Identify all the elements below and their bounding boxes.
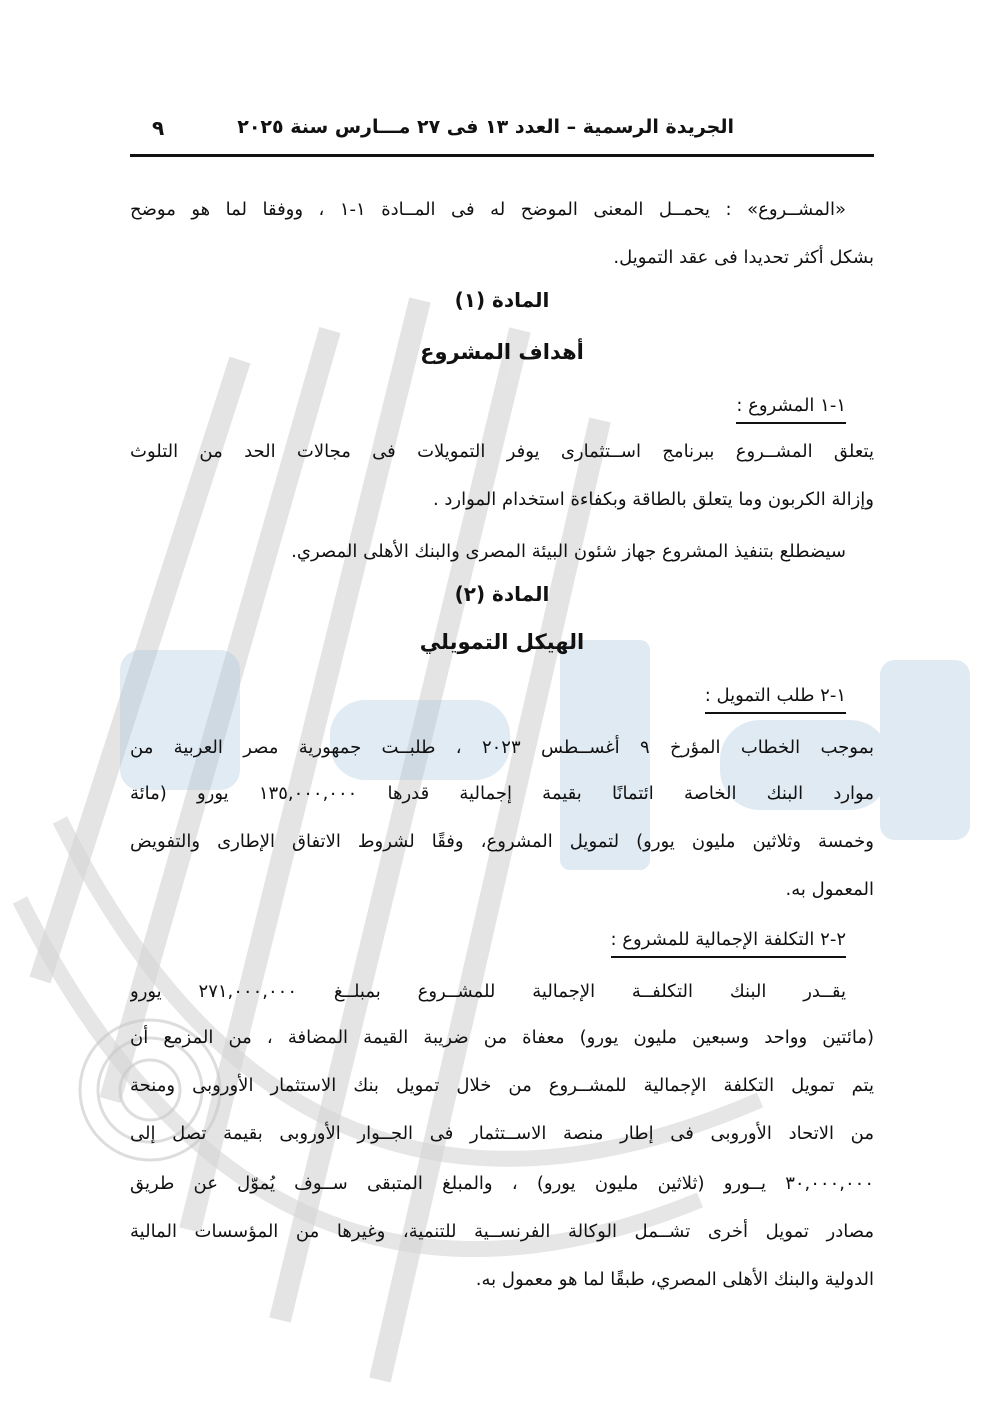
section-2-1-label-row (130, 682, 874, 714)
article-1-title: أهداف المشروع (420, 340, 584, 364)
section-2-1-line-3: وخمسة وثلاثين مليون يورو) لتمويل المشروع، وفقًا لشروط الاتفاق الإطارى والتفويض (130, 831, 874, 852)
section-2-2-line-1: يقــدر البنك التكلفــة الإجمالية للمشــروع بمبلــغ ٢٧١,٠٠٠,٠٠٠ يورو (130, 981, 847, 1002)
page-header (130, 116, 874, 152)
article-1-implementing-parties: سيضطلع بتنفيذ المشروع جهاز شئون البيئة المصرى والبنك الأهلى المصري. (291, 541, 846, 562)
section-1-1-label: ١-١ المشروع : (736, 392, 846, 424)
section-2-2-line-7: الدولية والبنك الأهلى المصري، طبقًا لما هو معمول به. (475, 1269, 874, 1290)
section-2-2-line-5: ٣٠,٠٠٠,٠٠٠ يــورو (ثلاثين مليون يورو) ، والمبلغ المتبقى ســوف يُموّل عن طريق (130, 1173, 874, 1194)
article-2-title: الهيكل التمويلي (419, 630, 585, 654)
page-number: ٩ (152, 116, 165, 140)
article-1-paragraph-line-2: وإزالة الكربون وما يتعلق بالطاقة وبكفاءة استخدام الموارد . (432, 489, 874, 510)
definition-line-2: بشكل أكثر تحديدا فى عقد التمويل. (613, 247, 874, 268)
section-1-1-label-row (130, 392, 874, 424)
section-2-2-label-row (130, 926, 874, 958)
section-2-1-line-1: بموجب الخطاب المؤرخ ٩ أغســطس ٢٠٢٣ ، طلبــت جمهورية مصر العربية من (130, 737, 874, 758)
article-1-paragraph-line-1: يتعلق المشــروع ببرنامج اســتثمارى يوفر التمويلات فى مجالات الحد من التلوث (130, 441, 874, 462)
header-divider (130, 154, 874, 157)
definition-line-1: «المشــروع» : يحمــل المعنى الموضح له فى المــادة ١-١ ، ووفقا لما هو موضح (130, 199, 846, 220)
section-2-2-line-3: يتم تمويل التكلفة الإجمالية للمشــروع من خلال تمويل بنك الاستثمار الأوروبى ومنحة (130, 1075, 874, 1096)
article-1-heading: المادة (١) (454, 288, 550, 312)
article-2-heading: المادة (٢) (454, 582, 550, 606)
section-2-2-label: ٢-٢ التكلفة الإجمالية للمشروع : (611, 926, 847, 958)
section-2-1-label: ١-٢ طلب التمويل : (705, 682, 846, 714)
section-2-1-line-2: موارد البنك الخاصة ائتمانًا بقيمة إجمالية قدرها ١٣٥,٠٠٠,٠٠٠ يورو (مائة (130, 783, 874, 804)
section-2-2-line-6: مصادر تمويل أخرى تشــمل الوكالة الفرنســية للتنمية، وغيرها من المؤسسات المالية (130, 1221, 874, 1242)
section-2-2-line-4: من الاتحاد الأوروبى فى إطار منصة الاســتثمار فى الجــوار الأوروبى بقيمة تصل إلى (130, 1123, 874, 1144)
section-2-1-line-4: المعمول به. (785, 879, 874, 900)
gazette-issue-title: الجريدة الرسمية – العدد ١٣ فى ٢٧ مـــارس سنة ٢٠٢٥ (237, 116, 734, 138)
section-2-2-line-2: (مائتين وواحد وسبعين مليون يورو) معفاة من ضريبة القيمة المضافة ، من المزمع أن (130, 1027, 874, 1048)
document-page (130, 0, 874, 1417)
